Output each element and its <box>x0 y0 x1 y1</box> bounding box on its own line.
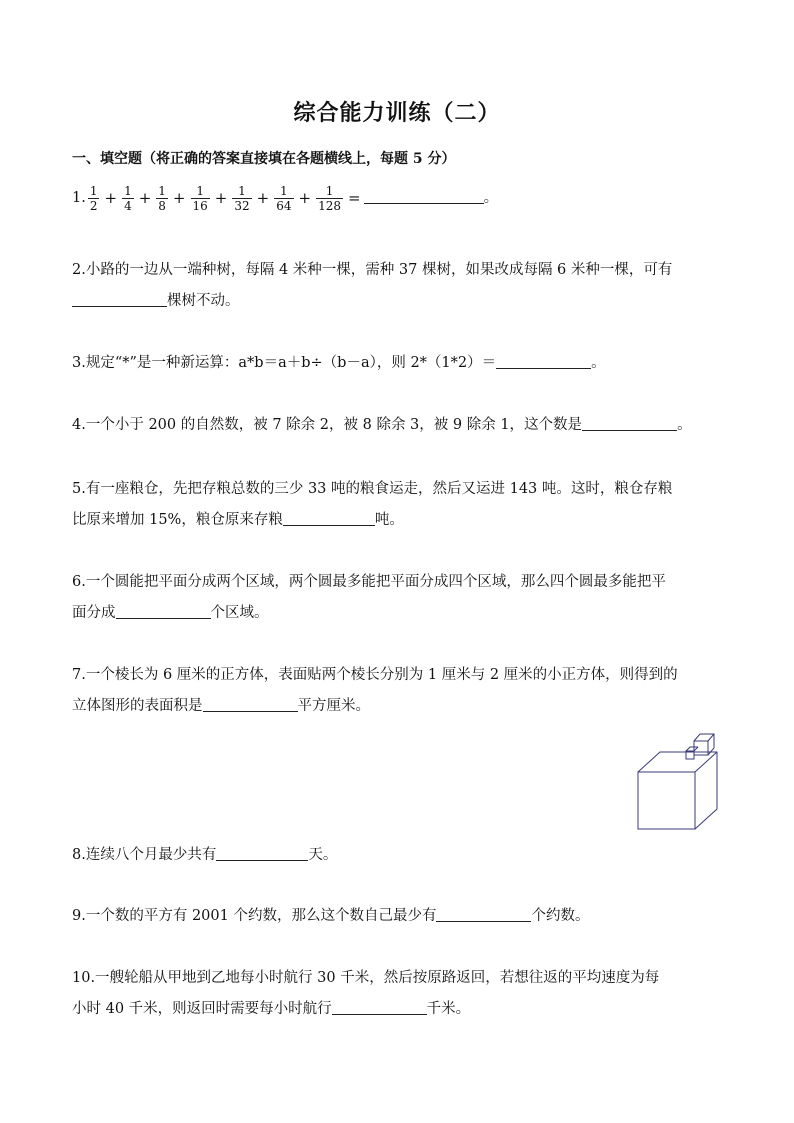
question-9 <box>72 901 724 932</box>
question-text-line <box>72 505 724 536</box>
question-text-line: 7.一个棱长为 6 厘米的正方体，表面贴两个棱长分别为 1 厘米与 2 厘米的小正方体，则得到的 <box>72 667 678 683</box>
question-text: 棵树不动。 <box>167 293 240 309</box>
question-2 <box>72 255 724 317</box>
fraction-numerator: 1 <box>89 183 98 198</box>
answer-blank[interactable] <box>496 352 591 369</box>
fraction <box>232 184 251 213</box>
answer-blank[interactable] <box>216 844 308 861</box>
question-text: 。 <box>677 417 692 433</box>
plus-sign: + <box>172 189 186 207</box>
question-10 <box>72 963 724 1025</box>
question-text: 小时 40 千米，则返回时需要每小时航行 <box>72 1001 332 1017</box>
fraction-denominator: 64 <box>276 198 292 213</box>
fraction-denominator: 8 <box>158 198 166 213</box>
question-7 <box>72 660 724 722</box>
plus-sign: + <box>138 189 152 207</box>
section-heading: 一、填空题（将正确的答案直接填在各题横线上，每题 5 分） <box>72 151 456 167</box>
question-text: 比原来增加 15%，粮仓原来存粮 <box>72 512 283 528</box>
question-text: 8.连续八个月最少共有 <box>72 847 217 863</box>
answer-blank[interactable] <box>283 509 375 526</box>
question-number: 1. <box>72 190 86 206</box>
fraction <box>122 184 134 213</box>
fraction-sum <box>86 183 364 213</box>
question-text: 面分成 <box>72 605 116 621</box>
medium-cube-front <box>694 741 708 755</box>
medium-cube-edge <box>708 734 714 741</box>
question-6 <box>72 567 724 629</box>
fraction-denominator: 128 <box>318 198 341 213</box>
answer-blank[interactable] <box>116 602 211 619</box>
question-text: 个约数。 <box>531 908 590 924</box>
question-text-line <box>72 994 724 1025</box>
fraction-numerator: 1 <box>196 183 204 198</box>
fraction-denominator: 32 <box>234 198 250 213</box>
fraction-numerator: 1 <box>124 183 132 198</box>
plus-sign: + <box>298 189 312 207</box>
question-4 <box>72 410 724 441</box>
question-text: 个区域。 <box>210 605 269 621</box>
large-cube-back <box>638 752 717 829</box>
answer-blank[interactable] <box>436 905 531 922</box>
fraction-numerator: 1 <box>325 183 334 198</box>
question-text: 天。 <box>308 847 338 863</box>
fraction <box>316 184 343 213</box>
question-text-line: 10.一艘轮船从甲地到乙地每小时航行 30 千米，然后按原路返回，若想往返的平均速度为每 <box>72 970 660 986</box>
equals-sign: = <box>347 189 361 207</box>
question-text-line <box>72 691 724 722</box>
cube-figure <box>630 728 730 832</box>
plus-sign: + <box>256 189 270 207</box>
question-text: 千米。 <box>426 1001 471 1017</box>
large-cube-front <box>638 772 695 829</box>
fraction <box>274 184 293 213</box>
fraction <box>88 184 100 213</box>
question-5 <box>72 474 724 536</box>
sentence-end: 。 <box>483 190 499 206</box>
plus-sign: + <box>214 189 228 207</box>
question-text-line <box>72 598 724 629</box>
question-text: 。 <box>591 355 606 371</box>
answer-blank[interactable] <box>203 695 298 712</box>
question-text: 立体图形的表面积是 <box>72 698 203 714</box>
question-text: 吨。 <box>374 512 404 528</box>
question-text: 3.规定“*”是一种新运算：a*b＝a＋b÷（b－a），则 2*（1*2）＝ <box>72 355 497 371</box>
question-text-line: 5.有一座粮仓，先把存粮总数的三少 33 吨的粮食运走，然后又运进 143 吨。这时，粮仓存粮 <box>72 481 673 497</box>
question-1 <box>72 176 724 220</box>
page-title: 综合能力训练（二） <box>293 100 501 126</box>
question-8 <box>72 840 724 871</box>
fraction-numerator: 1 <box>158 183 166 198</box>
question-text: 9.一个数的平方有 2001 个约数，那么这个数自己最少有 <box>72 908 437 924</box>
question-text: 平方厘米。 <box>297 698 370 714</box>
question-text-line: 2.小路的一边从一端种树，每隔 4 米种一棵，需种 37 棵树，如果改成每隔 6 米种一棵，可有 <box>72 262 673 278</box>
fraction-numerator: 1 <box>280 183 288 198</box>
fraction <box>156 184 168 213</box>
fraction-denominator: 4 <box>124 198 132 213</box>
question-text: 4.一个小于 200 的自然数，被 7 除余 2，被 8 除余 3，被 9 除余 1，这个数是 <box>72 417 583 433</box>
plus-sign: + <box>104 189 118 207</box>
fraction <box>191 184 210 213</box>
fraction-denominator: 2 <box>89 198 98 213</box>
fraction-numerator: 1 <box>238 183 246 198</box>
answer-blank[interactable] <box>364 187 484 204</box>
answer-blank[interactable] <box>582 414 677 431</box>
question-text-line: 6.一个圆能把平面分成两个区域，两个圆最多能把平面分成四个区域，那么四个圆最多能把平 <box>72 574 666 590</box>
small-cube-edge <box>694 747 698 751</box>
question-text-line <box>72 286 724 317</box>
fraction-denominator: 16 <box>192 198 208 213</box>
answer-blank[interactable] <box>332 998 427 1015</box>
answer-blank[interactable] <box>72 290 167 307</box>
question-3 <box>72 348 724 379</box>
